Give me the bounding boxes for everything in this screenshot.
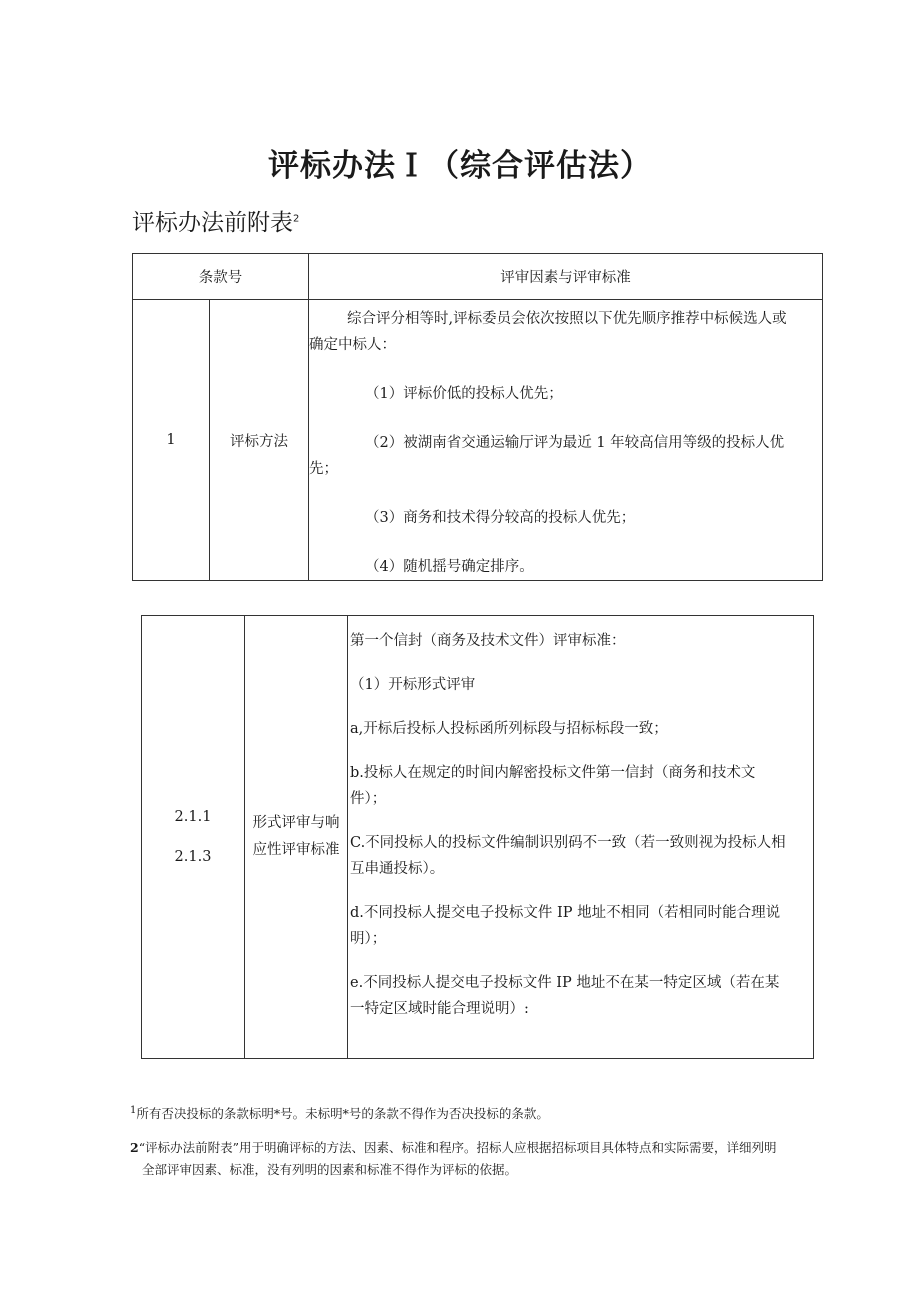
criteria-line: （2）被湖南省交通运输厅评为最近 1 年较高信用等级的投标人优 — [365, 435, 785, 451]
criteria-line: （1）开标形式评审 — [350, 677, 476, 693]
subtitle — [132, 204, 299, 237]
row-criteria — [309, 300, 823, 581]
table-header-row — [133, 254, 823, 300]
criteria-line: （4）随机摇号确定排序。 — [365, 559, 534, 575]
table-row — [142, 616, 814, 1059]
review-item-line: 形式评审与响 — [252, 815, 340, 831]
criteria-line: e.不同投标人提交电子投标文件 IP 地址不在某一特定区域（若在某 — [350, 975, 780, 991]
subtitle-footnote-mark: 2 — [293, 213, 300, 225]
row-item: 评标方法 — [210, 300, 309, 581]
criteria-line: b.投标人在规定的时间内解密投标文件第一信封（商务和技术文 — [350, 765, 756, 781]
table-row — [133, 300, 823, 581]
clause-number: 2.1.3 — [174, 849, 212, 865]
subtitle-text: 评标办法前附表 — [132, 210, 293, 236]
header-clause-number: 条款号 — [133, 254, 309, 300]
criteria-line: 综合评分相等时,评标委员会依次按照以下优先顺序推荐中标候选人或 — [347, 311, 787, 327]
footnote-2 — [130, 1137, 777, 1181]
criteria-line: （1）评标价低的投标人优先； — [365, 386, 563, 402]
evaluation-method-table — [132, 253, 823, 581]
footnote-text: 所有否决投标的条款标明*号。未标明*号的条款不得作为否决投标的条款。 — [136, 1106, 549, 1122]
footnote-text: “评标办法前附表”用于明确评标的方法、因素、标准和程序。招标人应根据招标项目具体特点和实际需要，详细列明 — [138, 1140, 777, 1155]
page-title: 评标办法Ｉ（综合评估法） — [268, 148, 652, 184]
criteria-line: a,开标后投标人投标函所列标段与招标标段一致； — [350, 721, 668, 737]
review-item — [245, 616, 348, 1059]
footnote-text: 全部评审因素、标准，没有列明的因素和标准不得作为评标的依据。 — [142, 1162, 518, 1177]
footnote-mark: 2 — [130, 1140, 139, 1155]
criteria-line: 确定中标人： — [309, 337, 396, 353]
formal-review-table — [141, 615, 814, 1059]
header-criteria: 评审因素与评审标准 — [309, 254, 823, 300]
criteria-line: 互串通投标）。 — [350, 861, 445, 877]
clause-numbers — [142, 616, 245, 1059]
clause-number: 2.1.1 — [174, 809, 212, 825]
footnote-1 — [130, 1100, 549, 1125]
criteria-line: （3）商务和技术得分较高的投标人优先； — [365, 510, 636, 526]
row-number: 1 — [133, 300, 210, 581]
criteria-line: d.不同投标人提交电子投标文件 IP 地址不相同（若相同时能合理说 — [350, 905, 781, 921]
criteria-line: C.不同投标人的投标文件编制识别码不一致（若一致则视为投标人相 — [350, 835, 786, 851]
criteria-line: 件）； — [350, 791, 387, 807]
criteria-line: 第一个信封（商务及技术文件）评审标准： — [350, 633, 626, 649]
review-item-line: 应性评审标准 — [252, 842, 340, 858]
criteria-line: 先； — [309, 461, 338, 477]
review-criteria — [348, 616, 814, 1059]
footnote-mark: 1 — [130, 1105, 137, 1116]
criteria-line: 一特定区域时能合理说明）: — [350, 1001, 529, 1017]
criteria-line: 明）； — [350, 931, 387, 947]
